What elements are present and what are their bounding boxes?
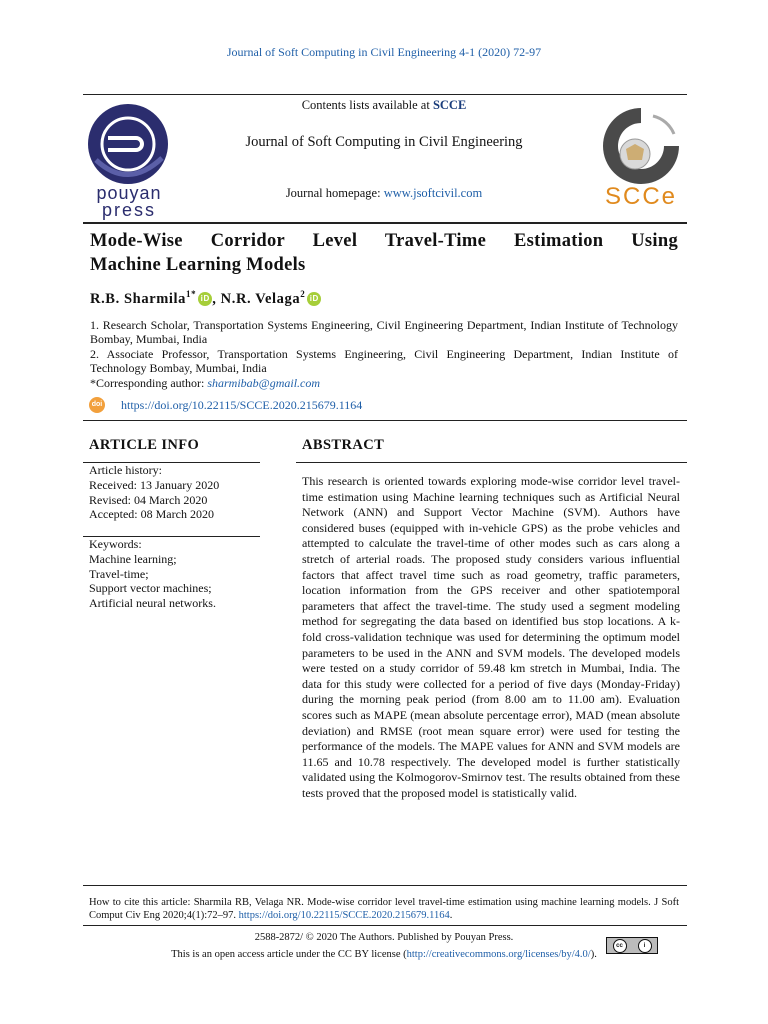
section-rule [83, 420, 687, 421]
license-prefix: This is an open access article under the CC BY license ( [171, 949, 407, 960]
pouyan-logo-text-top: pouyan [96, 183, 162, 203]
corresponding-label: *Corresponding author: [90, 376, 208, 390]
citation-end: . [449, 910, 453, 921]
author-1-superscript: 1* [186, 289, 197, 299]
article-info-heading: ARTICLE INFO [89, 437, 200, 453]
title-line-1: Mode-Wise Corridor Level Travel-Time Estimation Using [90, 231, 678, 251]
abstract-text: This research is oriented towards exploring mode-wise corridor level travel-time estimation using Machine learning techniques such as Artificial Neural Network (ANN) and Support Vector Machine (SVM). Authors have considered buses (equipped with in-vehicle GPS) as the probe vehicles and attempted to calculate the travel-time of other modes such as cars along a stretch of arterial roads. The proposed study considers various influential factors that affect travel time such as road geometry, traffic parameters, location information from the GPS receiver and other spatiotemporal parameters that affect the travel-time. The study used a segment modeling method for segregating the data based on identified bus stop locations. A k-fold cross-validation technique was used for determining the optimum model parameters to be used in the ANN and SVM models. The developed models were tested on a study corridor of 59.48 km stretch in Mumbai, India. The data for this study were collected for a period of five days (Monday-Friday) during the morning peak period (from 8.00 am to 11.00 am). Evaluation scores such as MAPE (mean absolute percentage error), MAD (mean absolute deviation) and RMSE (root mean square error) were used for testing the performance of the models. The MAPE values for ANN and SVM models are 11.65 and 10.78 respectively. The developed model is further statistically validated using the Kolmogorov-Smirnov test. The results obtained from these tests proved that the proposed model is statistically valid. [302, 474, 680, 800]
citation-rule-top [83, 885, 687, 886]
affiliation-2: 2. Associate Professor, Transportation Systems Engineering, Civil Engineering Department, Indian Institute of Technology Bombay, Mumbai, India [90, 347, 678, 375]
scce-logo-text: SCCe [604, 183, 678, 210]
keywords-block [89, 537, 216, 611]
citation-rule-bottom [83, 925, 687, 926]
corresponding-email-link[interactable]: sharmibab@gmail.com [207, 376, 321, 390]
citation-doi-link[interactable]: https://doi.org/10.22115/SCCE.2020.215679.1164 [238, 910, 450, 921]
author-2-superscript: 2 [300, 289, 306, 299]
author-2-name: , N.R. Velaga [212, 290, 301, 307]
cc-by-badge[interactable] [606, 937, 658, 954]
revised-date: Revised: 04 March 2020 [89, 492, 208, 507]
doi-icon: doi [89, 397, 105, 413]
license-link[interactable]: http://creativecommons.org/licenses/by/4.0/ [406, 949, 591, 960]
keyword-item: Artificial neural networks. [89, 596, 216, 611]
abstract-rule [296, 462, 687, 463]
orcid-icon[interactable]: iD [307, 292, 321, 306]
scce-logo-icon [598, 104, 684, 188]
orcid-icon[interactable]: iD [198, 292, 212, 306]
author-list [90, 289, 321, 308]
citation-box [89, 896, 679, 922]
cc-icon: cc [613, 939, 627, 953]
contents-prefix: Contents lists available at [301, 98, 433, 112]
corresponding-author [90, 376, 678, 390]
pouyan-logo-icon [86, 100, 172, 192]
keyword-item: Machine learning; [89, 551, 177, 566]
header-rule-top [83, 94, 687, 95]
by-person-icon: i [638, 939, 652, 953]
citation-text: How to cite this article: Sharmila RB, Velaga NR. Mode-wise corridor level travel-time estimation using machine learning models. J Soft Comput Civ Eng 2020;4(1):72–97. [89, 897, 679, 921]
article-history [89, 463, 219, 522]
copyright-line: 2588-2872/ © 2020 The Authors. Published by Pouyan Press. [254, 932, 514, 943]
history-label: Article history: [89, 463, 162, 477]
homepage-label: Journal homepage: [285, 186, 384, 200]
keyword-item: Travel-time; [89, 566, 149, 581]
accepted-date: Accepted: 08 March 2020 [89, 507, 214, 522]
article-title [90, 229, 678, 277]
author-1-name: R.B. Sharmila [90, 290, 187, 307]
journal-homepage [200, 186, 568, 201]
title-line-2: Machine Learning Models [90, 255, 306, 275]
pouyan-press-logo [86, 100, 172, 222]
pouyan-logo-text-bottom: press [101, 200, 156, 220]
abstract-heading: ABSTRACT [302, 437, 385, 453]
affiliation-1: 1. Research Scholar, Transportation Systems Engineering, Civil Engineering Department, Indian Institute of Technology Bombay, Mumbai, India [90, 318, 678, 346]
license-suffix: ). [590, 949, 597, 960]
header-rule-bottom [83, 222, 687, 224]
contents-site: SCCE [432, 98, 467, 112]
keywords-label: Keywords: [89, 537, 142, 551]
doi-link[interactable]: https://doi.org/10.22115/SCCE.2020.215679.1164 [121, 398, 363, 412]
received-date: Received: 13 January 2020 [89, 477, 220, 492]
scce-logo [598, 104, 684, 214]
contents-line [200, 98, 568, 113]
keyword-item: Support vector machines; [89, 581, 212, 596]
journal-name: Journal of Soft Computing in Civil Engineering [245, 134, 523, 150]
homepage-link[interactable]: www.jsoftcivil.com [383, 186, 483, 200]
journal-reference: Journal of Soft Computing in Civil Engineering 4-1 (2020) 72-97 [226, 45, 542, 59]
